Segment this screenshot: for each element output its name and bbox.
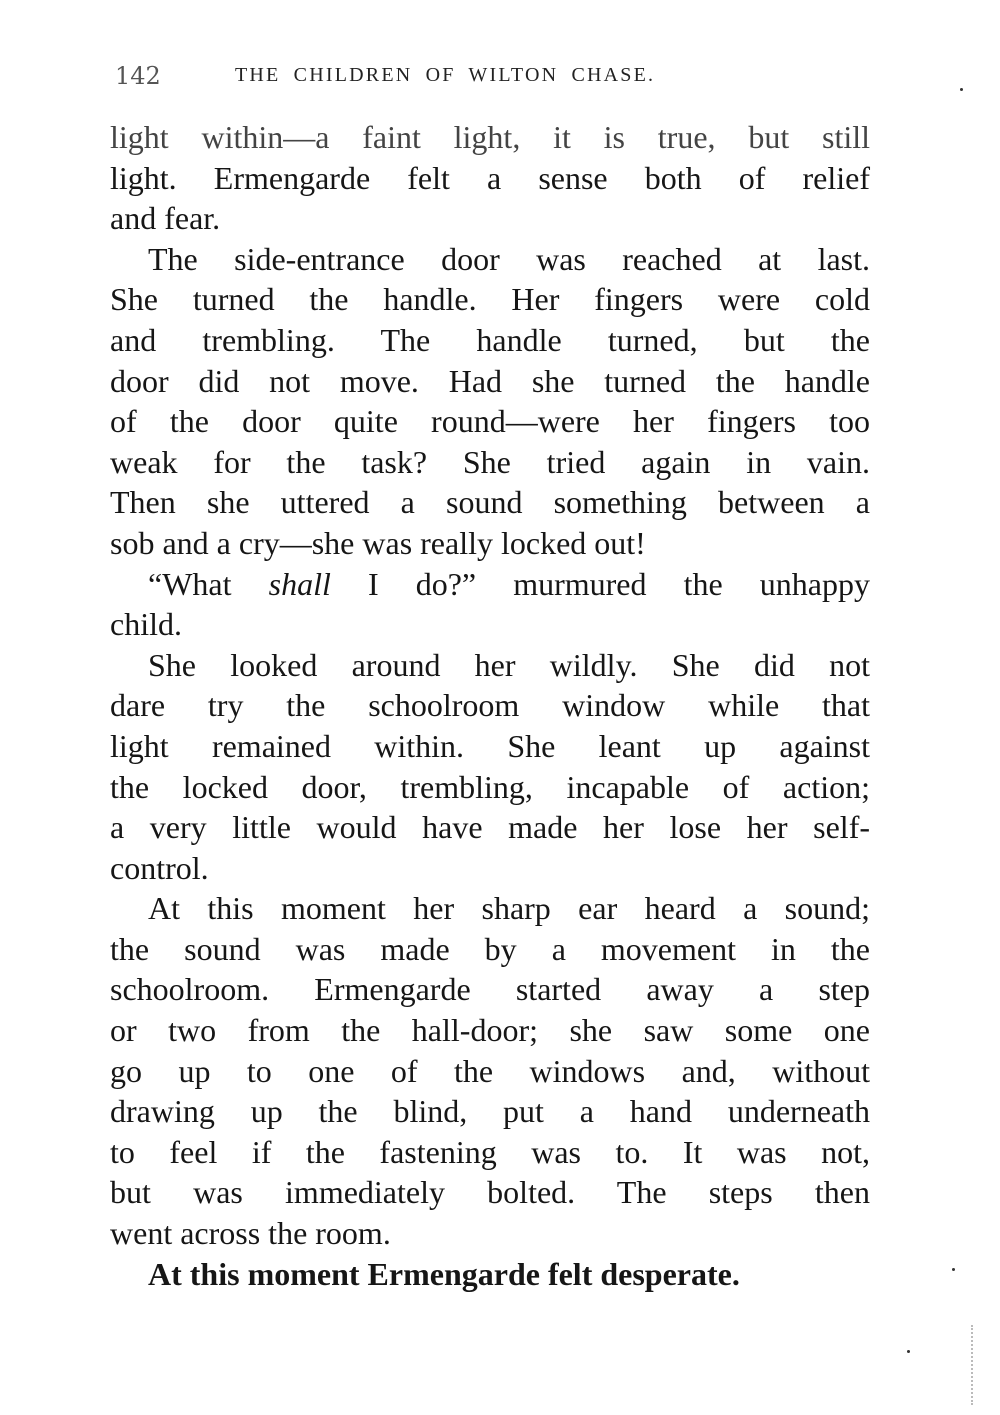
text-line: dare try the schoolroom window while that [110,687,870,724]
text-line: drawing up the blind, put a hand underneath [110,1093,870,1130]
text-line: went across the room. [110,1215,391,1252]
text-line: the sound was made by a movement in the [110,930,870,967]
text-line: At this moment Ermengarde felt desperate. [148,1255,740,1292]
text-line: Then she uttered a sound something between a [110,484,870,521]
page-number: 142 [115,62,161,90]
text-line: weak for the task? She tried again in vain. [110,443,870,480]
text-line: She turned the handle. Her fingers were cold [110,281,870,318]
text-line: the locked door, trembling, incapable of action; [110,768,870,805]
text-line: She looked around her wildly. She did not [148,646,870,683]
text-line-with-italic: “What shall I do?” murmured the unhappy [148,565,871,602]
text-line: or two from the hall-door; she saw some one [110,1012,870,1049]
text-line: and trembling. The handle turned, but the [110,321,870,358]
text-line: control. [110,849,209,886]
text-line: At this moment her sharp ear heard a sound; [148,890,870,927]
running-head-title: THE CHILDREN OF WILTON CHASE. [235,64,656,86]
text-line: schoolroom. Ermengarde started away a step [110,971,870,1008]
text-line: of the door quite round—were her fingers too [110,403,870,440]
italic-word: shall [268,565,331,602]
ink-speck [907,1350,910,1353]
running-head [110,62,870,92]
text-line: light. Ermengarde felt a sense both of relief [110,159,870,196]
margin-dots [971,1325,975,1405]
body-text [110,117,870,1294]
text-line: and fear. [110,200,221,237]
text-line: light remained within. She leant up against [110,727,870,764]
ink-speck [952,1268,955,1271]
text-line: The side-entrance door was reached at last. [148,240,870,277]
text-line: light within—a faint light, it is true, but still [110,119,870,155]
text-line: but was immediately bolted. The steps then [110,1174,870,1211]
text-line: a very little would have made her lose her self- [110,809,870,846]
ink-speck [960,88,963,91]
text-line: sob and a cry—she was really locked out! [110,524,646,561]
text-line: child. [110,606,182,643]
text-line: to feel if the fastening was to. It was not, [110,1133,870,1170]
text-line: door did not move. Had she turned the handle [110,362,870,399]
text-line: go up to one of the windows and, without [110,1052,870,1089]
